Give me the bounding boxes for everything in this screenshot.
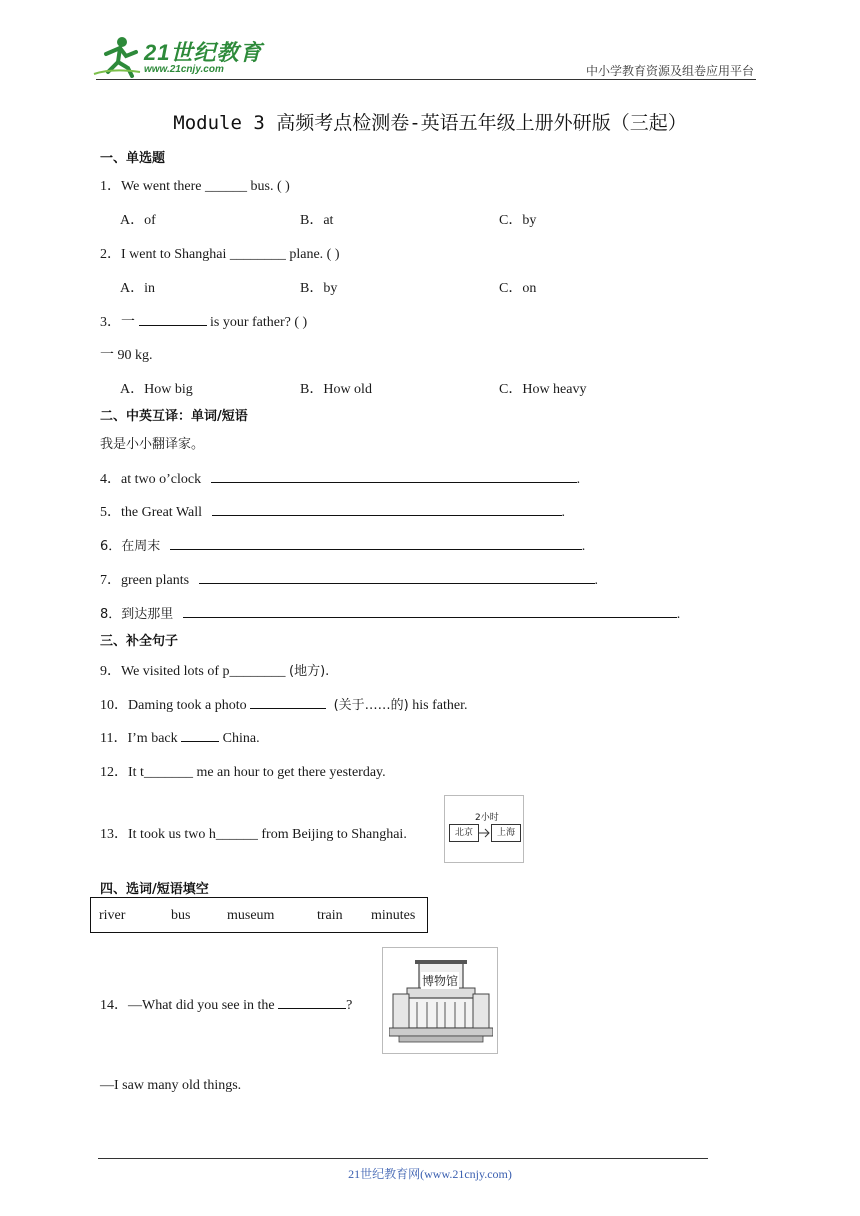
q9-hint: (地方). bbox=[289, 664, 330, 679]
q3-answer-line: 一 90 kg. bbox=[100, 348, 153, 363]
q10-text-pre: 10．Daming took a photo bbox=[100, 698, 251, 713]
footer-text: 21世纪教育网(www.21cnjy.com) bbox=[348, 1167, 512, 1181]
word-bank-item: train bbox=[317, 908, 343, 923]
q2-option-a[interactable]: A．in bbox=[120, 281, 155, 296]
q11-text-pre: 11．I’m back bbox=[100, 731, 182, 746]
question-2: 2．I went to Shanghai ________ plane. ( ) bbox=[100, 247, 340, 262]
q1-option-a[interactable]: A．of bbox=[120, 213, 156, 228]
logo-brand-text: 21世纪教育 bbox=[144, 40, 263, 65]
logo-url-text: www.21cnjy.com bbox=[144, 64, 224, 75]
city-beijing-box: 北京 bbox=[449, 824, 479, 842]
question-10 bbox=[100, 694, 467, 714]
q3-text-pre: 3．一 bbox=[100, 315, 139, 330]
section-heading-4: 四、选词/短语填空 bbox=[100, 882, 209, 897]
q7-answer-blank[interactable] bbox=[199, 572, 595, 584]
q9-text: 9．We visited lots of p________ bbox=[100, 664, 290, 679]
word-bank-item: river bbox=[99, 908, 126, 923]
question-7: 7．green plants . bbox=[100, 573, 599, 588]
question-9 bbox=[100, 660, 329, 680]
q1-option-b[interactable]: B．at bbox=[300, 213, 334, 228]
question-11 bbox=[100, 727, 260, 747]
museum-label: 博物馆 bbox=[422, 974, 459, 988]
q2-option-b[interactable]: B．by bbox=[300, 281, 338, 296]
header-platform-text: 中小学教育资源及组卷应用平台 bbox=[585, 64, 754, 78]
question-4: 4．at two o’clock . bbox=[100, 472, 581, 487]
q14-answer-line: —I saw many old things. bbox=[100, 1078, 242, 1093]
header-divider bbox=[96, 79, 756, 80]
question-13: 13．It took us two h______ from Beijing to Shanghai. bbox=[100, 827, 407, 842]
travel-time-label: 2小时 bbox=[475, 813, 499, 823]
page-title: Module 3 高频考点检测卷-英语五年级上册外研版（三起） bbox=[173, 112, 687, 134]
question-8: 8．到达那里 . bbox=[100, 607, 681, 622]
travel-time-image bbox=[444, 795, 524, 863]
city-shanghai-box: 上海 bbox=[491, 824, 521, 842]
q6-answer-blank[interactable] bbox=[170, 538, 582, 550]
word-bank-box bbox=[90, 897, 428, 933]
q10-blank[interactable] bbox=[250, 697, 326, 709]
site-logo bbox=[92, 34, 262, 78]
q3-option-b[interactable]: B．How old bbox=[300, 382, 372, 397]
question-5: 5．the Great Wall . bbox=[100, 505, 566, 520]
q3-blank[interactable] bbox=[139, 314, 207, 326]
question-12: 12．It t_______ me an hour to get there yesterday. bbox=[100, 765, 386, 780]
section-2-intro: 我是小小翻译家。 bbox=[100, 437, 205, 452]
q5-text: 5．the Great Wall bbox=[100, 505, 203, 520]
q6-text: 6．在周末 bbox=[100, 539, 161, 554]
arrow-right-icon bbox=[479, 827, 491, 839]
q5-answer-blank[interactable] bbox=[212, 504, 562, 516]
q14-blank[interactable] bbox=[278, 997, 346, 1009]
question-6: 6．在周末 . bbox=[100, 539, 586, 554]
question-1: 1．We went there ______ bus. ( ) bbox=[100, 179, 290, 194]
section-heading-3: 三、补全句子 bbox=[100, 634, 179, 649]
q2-option-c[interactable]: C．on bbox=[499, 281, 537, 296]
q11-blank[interactable] bbox=[181, 730, 219, 742]
q3-option-a[interactable]: A．How big bbox=[120, 382, 193, 397]
section-heading-1: 一、单选题 bbox=[100, 151, 166, 166]
q10-hint: (关于……的) bbox=[333, 698, 409, 713]
q7-text: 7．green plants bbox=[100, 573, 190, 588]
q3-text-post: is your father? ( ) bbox=[206, 315, 308, 330]
q1-option-c[interactable]: C．by bbox=[499, 213, 537, 228]
runner-icon bbox=[92, 34, 144, 78]
q8-text: 8．到达那里 bbox=[100, 607, 174, 622]
q14-text-post: ? bbox=[346, 998, 353, 1013]
word-bank-item: bus bbox=[171, 908, 191, 923]
word-bank-item: minutes bbox=[371, 908, 416, 923]
q8-answer-blank[interactable] bbox=[183, 606, 677, 618]
question-3 bbox=[100, 311, 307, 331]
q11-text-post: China. bbox=[219, 731, 260, 746]
footer-divider bbox=[98, 1158, 708, 1159]
q4-text: 4．at two o’clock bbox=[100, 472, 202, 487]
question-14 bbox=[100, 994, 352, 1014]
section-heading-2: 二、中英互译：单词/短语 bbox=[100, 409, 248, 424]
q4-answer-blank[interactable] bbox=[211, 471, 577, 483]
museum-image bbox=[382, 947, 498, 1054]
q14-text-pre: 14．—What did you see in the bbox=[100, 998, 279, 1013]
word-bank-item: museum bbox=[227, 908, 275, 923]
q3-option-c[interactable]: C．How heavy bbox=[499, 382, 587, 397]
q10-text-post: his father. bbox=[408, 698, 468, 713]
